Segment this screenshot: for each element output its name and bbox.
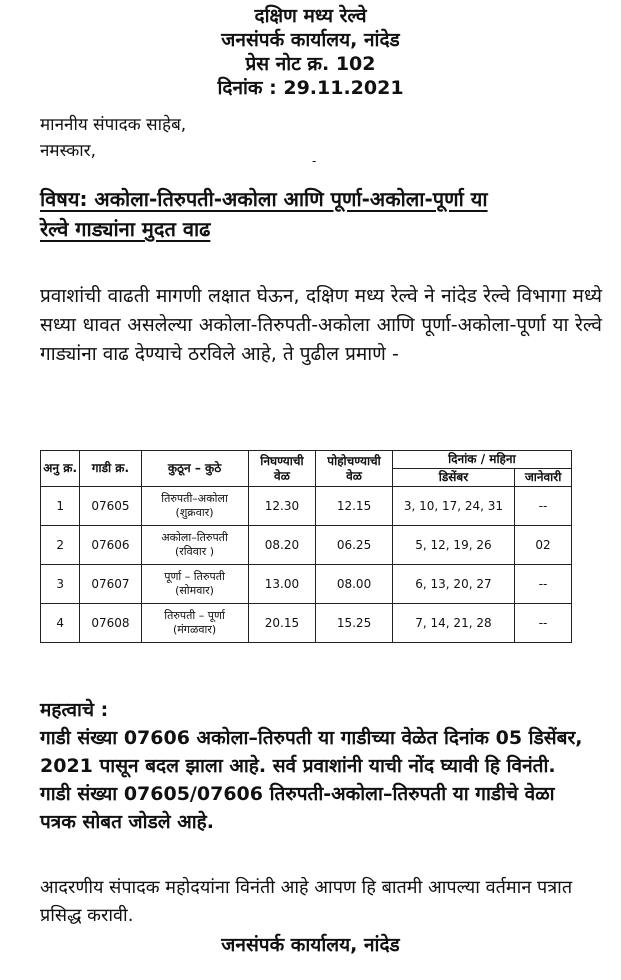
route-text: तिरुपती – पूर्णा xyxy=(164,609,225,622)
letterhead xyxy=(0,4,621,100)
cell-january: 02 xyxy=(515,526,572,565)
press-note-date: दिनांक : 29.11.2021 xyxy=(217,77,404,99)
cell-december: 5, 12, 19, 26 xyxy=(392,526,514,565)
cell-route xyxy=(141,565,248,604)
header-january: जानेवारी xyxy=(515,469,572,487)
cell-train: 07605 xyxy=(80,487,141,526)
cell-arrive: 12.15 xyxy=(316,487,392,526)
editor-request: आदरणीय संपादक महोदयांना विनंती आहे आपण हि बातमी आपल्या वर्तमान पत्रात प्रसिद्ध करावी. xyxy=(40,877,573,926)
cell-train: 07607 xyxy=(80,565,141,604)
subject xyxy=(40,184,600,244)
cell-depart: 12.30 xyxy=(248,487,316,526)
important-heading: महत्वाचे : xyxy=(40,699,109,721)
header-arrive: पोहोचण्याची वेळ xyxy=(316,451,392,487)
route-day: (शुक्रवार) xyxy=(175,506,214,519)
cell-depart: 13.00 xyxy=(248,565,316,604)
cell-route xyxy=(141,487,248,526)
cell-january: -- xyxy=(515,565,572,604)
org-name: दक्षिण मध्य रेल्वे xyxy=(254,5,367,27)
salutation-line-1: माननीय संपादक साहेब, xyxy=(40,115,187,135)
route-day: (मंगळवार) xyxy=(172,623,217,636)
cell-train: 07608 xyxy=(80,604,141,643)
header-sno: अनु क्र. xyxy=(41,451,80,487)
signoff: जनसंपर्क कार्यालय, नांदेड xyxy=(221,934,400,956)
cell-december: 6, 13, 20, 27 xyxy=(392,565,514,604)
important-notes xyxy=(40,696,590,836)
route-text: तिरुपती–अकोला xyxy=(161,492,228,505)
header-depart: निघण्याची वेळ xyxy=(248,451,316,487)
header-december: डिसेंबर xyxy=(392,469,514,487)
header-dates: दिनांक / महिना xyxy=(392,451,571,469)
subject-line-1: विषय: अकोला-तिरुपती-अकोला आणि पूर्णा-अकोला-पूर्णा या xyxy=(40,187,488,211)
office-name: जनसंपर्क कार्यालय, नांदेड xyxy=(221,29,400,51)
cell-depart: 20.15 xyxy=(248,604,316,643)
header-train: गाडी क्र. xyxy=(80,451,141,487)
route-text: अकोला–तिरुपती xyxy=(161,531,228,544)
cell-december: 7, 14, 21, 28 xyxy=(392,604,514,643)
cell-route xyxy=(141,526,248,565)
cell-sno: 1 xyxy=(41,487,80,526)
cell-depart: 08.20 xyxy=(248,526,316,565)
important-note-1: गाडी संख्या 07606 अकोला–तिरुपती या गाडीच्या वेळेत दिनांक 05 डिसेंबर, 2021 पासून बदल झाला आहे. सर्व प्रवाशांनी याची नोंद घ्यावी हि विनंती. xyxy=(40,727,583,777)
table-row xyxy=(41,487,572,526)
cell-train: 07606 xyxy=(80,526,141,565)
cell-sno: 4 xyxy=(41,604,80,643)
press-note-number: प्रेस नोट क्र. 102 xyxy=(245,53,376,75)
stray-dash: - xyxy=(312,154,317,168)
table-row xyxy=(41,604,572,643)
route-day: (सोमवार) xyxy=(175,584,214,597)
salutation xyxy=(40,112,186,164)
cell-arrive: 08.00 xyxy=(316,565,392,604)
cell-arrive: 06.25 xyxy=(316,526,392,565)
table-row xyxy=(41,565,572,604)
header-route: कुठून – कुठे xyxy=(141,451,248,487)
cell-december: 3, 10, 17, 24, 31 xyxy=(392,487,514,526)
route-text: पूर्णा – तिरुपती xyxy=(164,570,225,583)
cell-sno: 2 xyxy=(41,526,80,565)
salutation-line-2: नमस्कार, xyxy=(40,141,97,161)
route-day: (रविवार ) xyxy=(175,545,215,558)
subject-line-2: रेल्वे गाड्यांना मुदत वाढ xyxy=(40,217,211,241)
cell-arrive: 15.25 xyxy=(316,604,392,643)
cell-january: -- xyxy=(515,604,572,643)
schedule-table xyxy=(40,450,572,643)
cell-january: -- xyxy=(515,487,572,526)
important-note-2: गाडी संख्या 07605/07606 तिरुपती-अकोला–तिरुपती या गाडीचे वेळा पत्रक सोबत जोडले आहे. xyxy=(40,783,555,833)
table-row xyxy=(41,526,572,565)
cell-route xyxy=(141,604,248,643)
cell-sno: 3 xyxy=(41,565,80,604)
body-paragraph: प्रवाशांची वाढती मागणी लक्षात घेऊन, दक्षिण मध्य रेल्वे ने नांदेड रेल्वे विभागा मध्ये सध्या धावत असलेल्या अकोला-तिरुपती-अकोला आणि पूर्णा-अकोला-पूर्णा या रेल्वे गाड्यांना वाढ देण्याचे ठरविले आहे, ते पुढील प्रमाणे - xyxy=(40,285,602,365)
